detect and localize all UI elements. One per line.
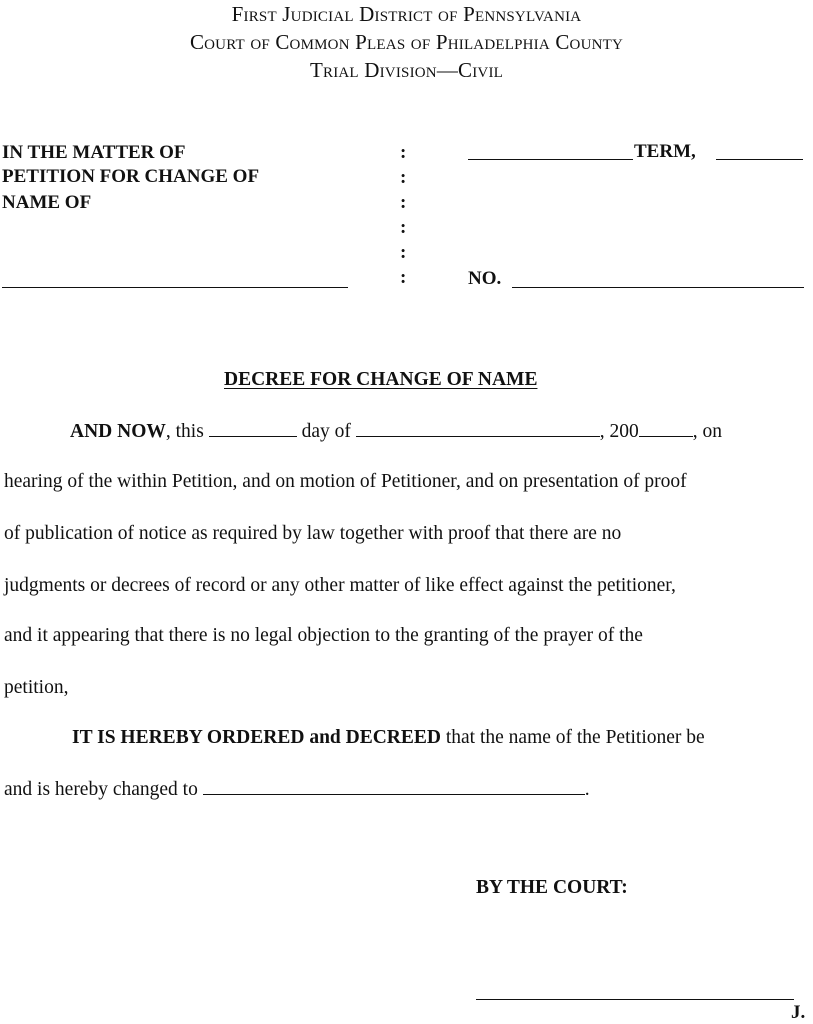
caption-colon: : [400,167,407,188]
decree-line-6: petition, [4,677,69,698]
judge-signature-line[interactable] [476,999,794,1000]
decree-line-2: hearing of the within Petition, and on motion of Petitioner, and on presentation of proof [4,471,687,492]
caption-matter-line3: NAME OF [2,192,92,213]
decree-title: DECREE FOR CHANGE OF NAME [224,369,538,390]
court-name-heading: Court of Common Pleas of Philadelphia County [189,30,624,54]
and-now-phrase: AND NOW [70,421,166,442]
petitioner-name-line[interactable] [2,287,348,288]
caption-colon: : [400,142,407,163]
month-blank[interactable] [356,422,600,437]
caption-matter-line2: PETITION FOR CHANGE OF [2,166,260,187]
term-label: TERM, [634,141,696,162]
judge-suffix: J. [791,1002,806,1023]
caption-colon: : [400,217,407,238]
decree-line-3: of publication of notice as required by law together with proof that there are no [4,523,622,544]
caption-matter-line1: IN THE MATTER OF [2,142,186,163]
ordered-rest-text: that the name of the Petitioner be [440,727,705,748]
caption-colon: : [400,242,407,263]
ordered-line [72,726,705,750]
decree-line-5: and it appearing that there is no legal objection to the granting of the prayer of the [4,625,643,646]
caption-colon: : [400,192,407,213]
sentence-period: . [584,779,590,800]
changed-to-line [4,778,590,802]
number-blank-line[interactable] [512,287,804,288]
term-blank-line[interactable] [468,159,633,160]
ordered-phrase: IT IS HEREBY ORDERED and DECREED [72,727,441,748]
changed-to-text: and is hereby changed to [4,779,198,800]
on-text: , on [692,421,722,442]
day-of-text: day of [301,421,351,442]
new-name-blank[interactable] [203,780,585,795]
by-the-court-label: BY THE COURT: [476,877,628,898]
caption-colon: : [400,267,407,288]
year-blank[interactable] [639,422,693,437]
decree-line-4: judgments or decrees of record or any other matter of like effect against the petitioner, [4,575,676,596]
number-label: NO. [468,268,502,289]
decree-line-1 [70,420,722,444]
year-prefix-text: , 200 [599,421,639,442]
day-blank[interactable] [209,422,297,437]
term-year-blank-line[interactable] [716,159,803,160]
division-heading: Trial Division—Civil [309,58,504,82]
this-text: , this [165,421,204,442]
court-district-heading: First Judicial District of Pennsylvania [231,2,582,26]
